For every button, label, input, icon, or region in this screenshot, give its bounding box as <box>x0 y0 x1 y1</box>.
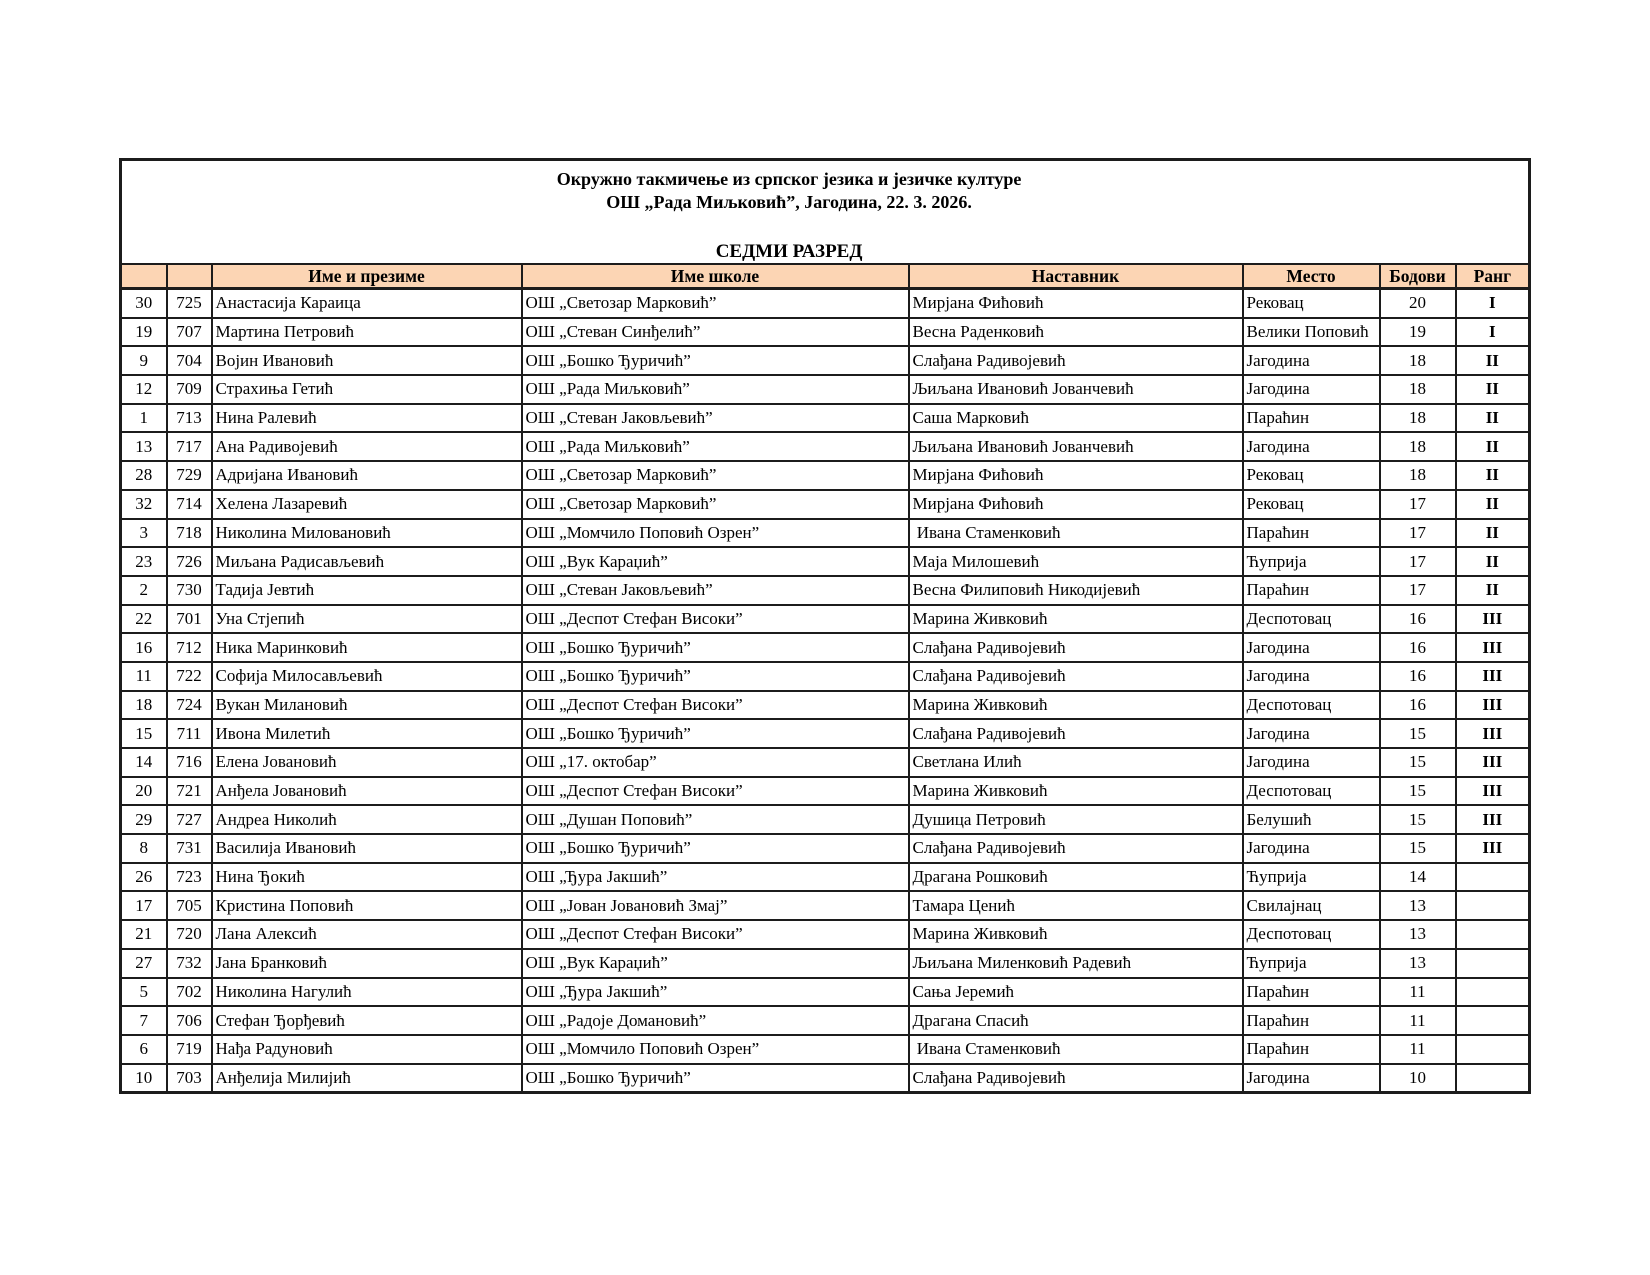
cell-rank: I <box>1456 289 1530 318</box>
cell-points: 14 <box>1380 863 1456 892</box>
table-row <box>121 1064 1530 1093</box>
cell-seq-number: 32 <box>121 490 167 519</box>
cell-points: 15 <box>1380 834 1456 863</box>
cell-school-name: ОШ „Вук Караџић” <box>522 547 909 576</box>
table-row <box>121 920 1530 949</box>
cell-school-name: ОШ „Бошко Ђуричић” <box>522 633 909 662</box>
cell-student-name: Уна Стјепић <box>212 605 522 634</box>
cell-seq-number: 2 <box>121 576 167 605</box>
cell-rank: II <box>1456 519 1530 548</box>
cell-rank: III <box>1456 834 1530 863</box>
header-col-place: Место <box>1243 264 1380 289</box>
cell-rank: II <box>1456 547 1530 576</box>
cell-teacher-name: Марина Живковић <box>909 691 1243 720</box>
cell-place: Велики Поповић <box>1243 318 1380 347</box>
cell-entry-id: 709 <box>167 375 212 404</box>
cell-seq-number: 27 <box>121 949 167 978</box>
cell-entry-id: 707 <box>167 318 212 347</box>
table-row <box>121 777 1530 806</box>
cell-teacher-name: Слађана Радивојевић <box>909 834 1243 863</box>
cell-points: 13 <box>1380 949 1456 978</box>
cell-school-name: ОШ „Стеван Синђелић” <box>522 318 909 347</box>
cell-student-name: Тадија Јевтић <box>212 576 522 605</box>
table-row <box>121 834 1530 863</box>
cell-points: 16 <box>1380 633 1456 662</box>
cell-student-name: Лана Алексић <box>212 920 522 949</box>
cell-rank: III <box>1456 777 1530 806</box>
cell-entry-id: 701 <box>167 605 212 634</box>
cell-teacher-name: Драгана Рошковић <box>909 863 1243 892</box>
cell-school-name: ОШ „17. октобар” <box>522 748 909 777</box>
cell-rank <box>1456 1064 1530 1093</box>
cell-teacher-name: Маја Милошевић <box>909 547 1243 576</box>
table-row <box>121 432 1530 461</box>
cell-rank: III <box>1456 662 1530 691</box>
cell-points: 11 <box>1380 1035 1456 1064</box>
cell-student-name: Нађа Радуновић <box>212 1035 522 1064</box>
cell-school-name: ОШ „Вук Караџић” <box>522 949 909 978</box>
cell-seq-number: 1 <box>121 404 167 433</box>
cell-entry-id: 730 <box>167 576 212 605</box>
table-row <box>121 805 1530 834</box>
cell-seq-number: 7 <box>121 1006 167 1035</box>
cell-entry-id: 704 <box>167 346 212 375</box>
cell-student-name: Нина Ралевић <box>212 404 522 433</box>
cell-school-name: ОШ „Деспот Стефан Високи” <box>522 777 909 806</box>
cell-student-name: Миљана Радисављевић <box>212 547 522 576</box>
cell-points: 13 <box>1380 920 1456 949</box>
cell-school-name: ОШ „Бошко Ђуричић” <box>522 346 909 375</box>
cell-entry-id: 716 <box>167 748 212 777</box>
table-row <box>121 375 1530 404</box>
table-row <box>121 461 1530 490</box>
cell-rank <box>1456 978 1530 1007</box>
cell-place: Ћуприја <box>1243 547 1380 576</box>
cell-student-name: Јана Бранковић <box>212 949 522 978</box>
cell-place: Рековац <box>1243 289 1380 318</box>
table-header-row <box>121 264 1530 289</box>
cell-teacher-name: Слађана Радивојевић <box>909 633 1243 662</box>
cell-entry-id: 732 <box>167 949 212 978</box>
cell-place: Јагодина <box>1243 633 1380 662</box>
table-row <box>121 691 1530 720</box>
cell-rank: III <box>1456 633 1530 662</box>
cell-rank: III <box>1456 691 1530 720</box>
cell-school-name: ОШ „Јован Јовановић Змај” <box>522 891 909 920</box>
cell-place: Параћин <box>1243 519 1380 548</box>
cell-rank: II <box>1456 346 1530 375</box>
table-row <box>121 547 1530 576</box>
cell-teacher-name: Тамара Ценић <box>909 891 1243 920</box>
cell-student-name: Стефан Ђорђевић <box>212 1006 522 1035</box>
cell-seq-number: 26 <box>121 863 167 892</box>
cell-teacher-name: Сања Јеремић <box>909 978 1243 1007</box>
cell-entry-id: 723 <box>167 863 212 892</box>
cell-school-name: ОШ „Стеван Јаковљевић” <box>522 404 909 433</box>
cell-teacher-name: Светлана Илић <box>909 748 1243 777</box>
cell-points: 16 <box>1380 605 1456 634</box>
cell-seq-number: 30 <box>121 289 167 318</box>
grade-section-title: СЕДМИ РАЗРЕД <box>715 241 863 262</box>
cell-points: 18 <box>1380 346 1456 375</box>
cell-rank <box>1456 1006 1530 1035</box>
cell-teacher-name: Слађана Радивојевић <box>909 662 1243 691</box>
cell-entry-id: 717 <box>167 432 212 461</box>
cell-student-name: Вукан Милановић <box>212 691 522 720</box>
cell-teacher-name: Ивана Стаменковић <box>909 519 1243 548</box>
cell-seq-number: 6 <box>121 1035 167 1064</box>
cell-school-name: ОШ „Момчило Поповић Озрен” <box>522 519 909 548</box>
cell-entry-id: 718 <box>167 519 212 548</box>
table-row <box>121 576 1530 605</box>
header-col-id <box>167 264 212 289</box>
cell-points: 18 <box>1380 404 1456 433</box>
table-row <box>121 605 1530 634</box>
cell-seq-number: 13 <box>121 432 167 461</box>
table-row <box>121 289 1530 318</box>
cell-rank: II <box>1456 576 1530 605</box>
cell-place: Ћуприја <box>1243 949 1380 978</box>
cell-rank: II <box>1456 404 1530 433</box>
cell-school-name: ОШ „Бошко Ђуричић” <box>522 1064 909 1093</box>
cell-entry-id: 724 <box>167 691 212 720</box>
cell-teacher-name: Мирјана Фићовић <box>909 461 1243 490</box>
cell-points: 19 <box>1380 318 1456 347</box>
cell-place: Деспотовац <box>1243 691 1380 720</box>
cell-rank <box>1456 863 1530 892</box>
cell-school-name: ОШ „Светозар Марковић” <box>522 490 909 519</box>
cell-seq-number: 14 <box>121 748 167 777</box>
cell-seq-number: 20 <box>121 777 167 806</box>
cell-place: Параћин <box>1243 576 1380 605</box>
cell-teacher-name: Марина Живковић <box>909 605 1243 634</box>
table-row <box>121 863 1530 892</box>
title-block <box>122 161 1456 263</box>
table-row <box>121 1006 1530 1035</box>
cell-student-name: Анђела Јовановић <box>212 777 522 806</box>
cell-place: Параћин <box>1243 978 1380 1007</box>
cell-entry-id: 702 <box>167 978 212 1007</box>
cell-school-name: ОШ „Стеван Јаковљевић” <box>522 576 909 605</box>
cell-entry-id: 722 <box>167 662 212 691</box>
cell-seq-number: 8 <box>121 834 167 863</box>
cell-points: 15 <box>1380 777 1456 806</box>
cell-place: Белушић <box>1243 805 1380 834</box>
cell-rank: III <box>1456 748 1530 777</box>
cell-school-name: ОШ „Деспот Стефан Високи” <box>522 691 909 720</box>
header-col-teacher: Наставник <box>909 264 1243 289</box>
cell-points: 17 <box>1380 547 1456 576</box>
cell-student-name: Кристина Поповић <box>212 891 522 920</box>
cell-entry-id: 719 <box>167 1035 212 1064</box>
cell-rank <box>1456 891 1530 920</box>
cell-rank <box>1456 1035 1530 1064</box>
cell-rank: III <box>1456 805 1530 834</box>
cell-entry-id: 729 <box>167 461 212 490</box>
cell-seq-number: 29 <box>121 805 167 834</box>
cell-student-name: Нина Ђокић <box>212 863 522 892</box>
cell-points: 17 <box>1380 576 1456 605</box>
cell-teacher-name: Душица Петровић <box>909 805 1243 834</box>
title-cell <box>121 160 1530 265</box>
cell-student-name: Василија Ивановић <box>212 834 522 863</box>
cell-entry-id: 725 <box>167 289 212 318</box>
cell-student-name: Адријана Ивановић <box>212 461 522 490</box>
cell-student-name: Страхиња Гетић <box>212 375 522 404</box>
cell-seq-number: 12 <box>121 375 167 404</box>
cell-student-name: Андреа Николић <box>212 805 522 834</box>
cell-teacher-name: Мирјана Фићовић <box>909 289 1243 318</box>
cell-place: Јагодина <box>1243 834 1380 863</box>
cell-entry-id: 727 <box>167 805 212 834</box>
cell-points: 18 <box>1380 461 1456 490</box>
cell-rank <box>1456 920 1530 949</box>
cell-school-name: ОШ „Деспот Стефан Високи” <box>522 605 909 634</box>
cell-student-name: Ника Маринковић <box>212 633 522 662</box>
cell-teacher-name: Весна Раденковић <box>909 318 1243 347</box>
cell-teacher-name: Слађана Радивојевић <box>909 719 1243 748</box>
table-row <box>121 1035 1530 1064</box>
cell-place: Деспотовац <box>1243 920 1380 949</box>
cell-seq-number: 5 <box>121 978 167 1007</box>
cell-rank: III <box>1456 605 1530 634</box>
table-row <box>121 662 1530 691</box>
cell-rank: III <box>1456 719 1530 748</box>
cell-school-name: ОШ „Светозар Марковић” <box>522 289 909 318</box>
cell-school-name: ОШ „Деспот Стефан Високи” <box>522 920 909 949</box>
cell-points: 18 <box>1380 375 1456 404</box>
cell-school-name: ОШ „Бошко Ђуричић” <box>522 662 909 691</box>
table-row <box>121 519 1530 548</box>
cell-student-name: Николина Миловановић <box>212 519 522 548</box>
cell-teacher-name: Ивана Стаменковић <box>909 1035 1243 1064</box>
cell-entry-id: 706 <box>167 1006 212 1035</box>
cell-teacher-name: Љиљана Миленковић Радевић <box>909 949 1243 978</box>
cell-place: Јагодина <box>1243 375 1380 404</box>
cell-rank: II <box>1456 490 1530 519</box>
cell-rank <box>1456 949 1530 978</box>
cell-entry-id: 711 <box>167 719 212 748</box>
cell-points: 17 <box>1380 490 1456 519</box>
cell-seq-number: 18 <box>121 691 167 720</box>
cell-place: Јагодина <box>1243 719 1380 748</box>
cell-student-name: Николина Нагулић <box>212 978 522 1007</box>
cell-teacher-name: Саша Марковић <box>909 404 1243 433</box>
cell-points: 15 <box>1380 805 1456 834</box>
cell-place: Свилајнац <box>1243 891 1380 920</box>
cell-place: Рековац <box>1243 461 1380 490</box>
cell-teacher-name: Марина Живковић <box>909 777 1243 806</box>
cell-school-name: ОШ „Бошко Ђуричић” <box>522 834 909 863</box>
table-row <box>121 346 1530 375</box>
table-row <box>121 891 1530 920</box>
cell-entry-id: 731 <box>167 834 212 863</box>
cell-seq-number: 10 <box>121 1064 167 1093</box>
cell-points: 10 <box>1380 1064 1456 1093</box>
cell-school-name: ОШ „Рада Миљковић” <box>522 432 909 461</box>
cell-school-name: ОШ „Ђура Јакшић” <box>522 978 909 1007</box>
cell-teacher-name: Љиљана Ивановић Јованчевић <box>909 432 1243 461</box>
cell-student-name: Мартина Петровић <box>212 318 522 347</box>
host-school-and-date: ОШ „Рада Миљковић”, Јагодина, 22. 3. 2026. <box>606 192 972 212</box>
cell-student-name: Хелена Лазаревић <box>212 490 522 519</box>
table-row <box>121 978 1530 1007</box>
header-col-school: Име школе <box>522 264 909 289</box>
cell-seq-number: 28 <box>121 461 167 490</box>
table-row <box>121 949 1530 978</box>
cell-student-name: Софија Милосављевић <box>212 662 522 691</box>
header-col-rank: Ранг <box>1456 264 1530 289</box>
cell-place: Јагодина <box>1243 662 1380 691</box>
competition-title: Окружно такмичење из српског језика и језичке културе <box>556 169 1022 189</box>
cell-place: Параћин <box>1243 1006 1380 1035</box>
cell-points: 18 <box>1380 432 1456 461</box>
cell-seq-number: 11 <box>121 662 167 691</box>
cell-school-name: ОШ „Душан Поповић” <box>522 805 909 834</box>
cell-place: Јагодина <box>1243 748 1380 777</box>
results-table-wrap <box>119 158 1528 1094</box>
cell-points: 11 <box>1380 1006 1456 1035</box>
cell-school-name: ОШ „Рада Миљковић” <box>522 375 909 404</box>
cell-points: 20 <box>1380 289 1456 318</box>
cell-place: Деспотовац <box>1243 605 1380 634</box>
cell-teacher-name: Љиљана Ивановић Јованчевић <box>909 375 1243 404</box>
cell-points: 15 <box>1380 748 1456 777</box>
cell-seq-number: 22 <box>121 605 167 634</box>
header-col-name: Име и презиме <box>212 264 522 289</box>
cell-points: 13 <box>1380 891 1456 920</box>
cell-school-name: ОШ „Момчило Поповић Озрен” <box>522 1035 909 1064</box>
cell-student-name: Ана Радивојевић <box>212 432 522 461</box>
cell-seq-number: 21 <box>121 920 167 949</box>
cell-seq-number: 9 <box>121 346 167 375</box>
cell-student-name: Анастасија Караица <box>212 289 522 318</box>
cell-points: 11 <box>1380 978 1456 1007</box>
results-table <box>119 158 1531 1094</box>
cell-teacher-name: Весна Филиповић Никодијевић <box>909 576 1243 605</box>
cell-rank: II <box>1456 375 1530 404</box>
cell-entry-id: 712 <box>167 633 212 662</box>
cell-place: Јагодина <box>1243 1064 1380 1093</box>
cell-seq-number: 17 <box>121 891 167 920</box>
cell-entry-id: 721 <box>167 777 212 806</box>
cell-student-name: Анђелија Милијић <box>212 1064 522 1093</box>
cell-place: Параћин <box>1243 404 1380 433</box>
cell-points: 17 <box>1380 519 1456 548</box>
cell-place: Параћин <box>1243 1035 1380 1064</box>
cell-entry-id: 726 <box>167 547 212 576</box>
cell-teacher-name: Драгана Спасић <box>909 1006 1243 1035</box>
cell-entry-id: 713 <box>167 404 212 433</box>
cell-teacher-name: Слађана Радивојевић <box>909 346 1243 375</box>
cell-school-name: ОШ „Ђура Јакшић” <box>522 863 909 892</box>
cell-school-name: ОШ „Бошко Ђуричић” <box>522 719 909 748</box>
cell-place: Ћуприја <box>1243 863 1380 892</box>
cell-teacher-name: Марина Живковић <box>909 920 1243 949</box>
cell-entry-id: 714 <box>167 490 212 519</box>
cell-student-name: Ивона Милетић <box>212 719 522 748</box>
cell-seq-number: 15 <box>121 719 167 748</box>
cell-student-name: Елена Јовановић <box>212 748 522 777</box>
table-row <box>121 719 1530 748</box>
cell-rank: II <box>1456 432 1530 461</box>
cell-place: Јагодина <box>1243 346 1380 375</box>
table-row <box>121 633 1530 662</box>
cell-points: 15 <box>1380 719 1456 748</box>
cell-entry-id: 705 <box>167 891 212 920</box>
cell-seq-number: 19 <box>121 318 167 347</box>
cell-teacher-name: Мирјана Фићовић <box>909 490 1243 519</box>
cell-seq-number: 3 <box>121 519 167 548</box>
cell-points: 16 <box>1380 662 1456 691</box>
cell-school-name: ОШ „Радоје Домановић” <box>522 1006 909 1035</box>
cell-teacher-name: Слађана Радивојевић <box>909 1064 1243 1093</box>
cell-points: 16 <box>1380 691 1456 720</box>
cell-rank: II <box>1456 461 1530 490</box>
table-row <box>121 404 1530 433</box>
header-col-seq <box>121 264 167 289</box>
cell-entry-id: 703 <box>167 1064 212 1093</box>
cell-seq-number: 23 <box>121 547 167 576</box>
table-row <box>121 318 1530 347</box>
cell-place: Рековац <box>1243 490 1380 519</box>
cell-place: Јагодина <box>1243 432 1380 461</box>
cell-seq-number: 16 <box>121 633 167 662</box>
header-col-points: Бодови <box>1380 264 1456 289</box>
cell-school-name: ОШ „Светозар Марковић” <box>522 461 909 490</box>
cell-entry-id: 720 <box>167 920 212 949</box>
title-row <box>121 160 1530 265</box>
table-row <box>121 490 1530 519</box>
cell-student-name: Војин Ивановић <box>212 346 522 375</box>
table-row <box>121 748 1530 777</box>
cell-place: Деспотовац <box>1243 777 1380 806</box>
cell-rank: I <box>1456 318 1530 347</box>
